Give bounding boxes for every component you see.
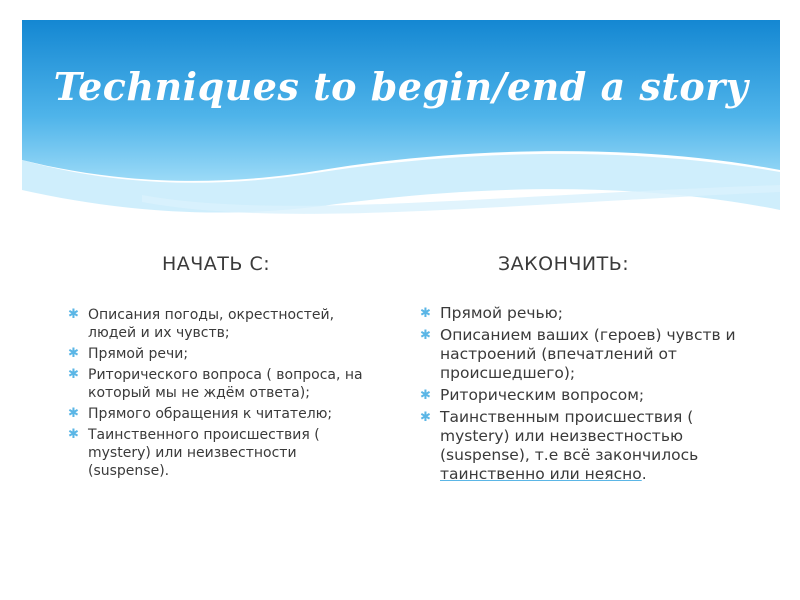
left-column-heading: НАЧАТЬ С: bbox=[162, 253, 271, 275]
list-item: ✱ Риторическим вопросом; bbox=[420, 386, 645, 404]
slide-title: Techniques to begin/end a story bbox=[53, 64, 749, 109]
asterisk-icon: ✱ bbox=[68, 307, 79, 322]
asterisk-icon: ✱ bbox=[68, 406, 79, 421]
underlined-phrase: таинственно или неясно bbox=[440, 465, 642, 483]
list-item: ✱ Таинственным происшествия ( mystery) или неизвестностью (suspense), т.е всё закончилось таинственно или неясно. bbox=[420, 408, 699, 483]
right-column-list bbox=[418, 304, 753, 487]
list-item: ✱ Описания погоды, окрестностей, людей и их чувств; bbox=[68, 307, 335, 341]
banner-background bbox=[22, 20, 780, 232]
asterisk-icon: ✱ bbox=[68, 427, 79, 442]
left-column-list bbox=[66, 306, 376, 483]
right-column-heading: ЗАКОНЧИТЬ: bbox=[498, 253, 630, 275]
list-item: ✱ Прямого обращения к читателю; bbox=[68, 406, 333, 422]
list-item: ✱ Прямой речи; bbox=[68, 346, 189, 362]
list-item: ✱ Прямой речью; bbox=[420, 304, 563, 322]
list-item: ✱ Риторического вопроса ( вопроса, на который мы не ждём ответа); bbox=[68, 367, 363, 401]
asterisk-icon: ✱ bbox=[420, 328, 431, 343]
asterisk-icon: ✱ bbox=[420, 410, 431, 425]
list-item: ✱ Описанием ваших (героев) чувств и настроений (впечатлений от происшедшего); bbox=[420, 326, 736, 382]
asterisk-icon: ✱ bbox=[68, 346, 79, 361]
list-item: ✱ Таинственного происшествия ( mystery) или неизвестности (suspense). bbox=[68, 427, 320, 479]
slide bbox=[22, 20, 780, 580]
asterisk-icon: ✱ bbox=[420, 388, 431, 403]
asterisk-icon: ✱ bbox=[68, 367, 79, 382]
asterisk-icon: ✱ bbox=[420, 306, 431, 321]
